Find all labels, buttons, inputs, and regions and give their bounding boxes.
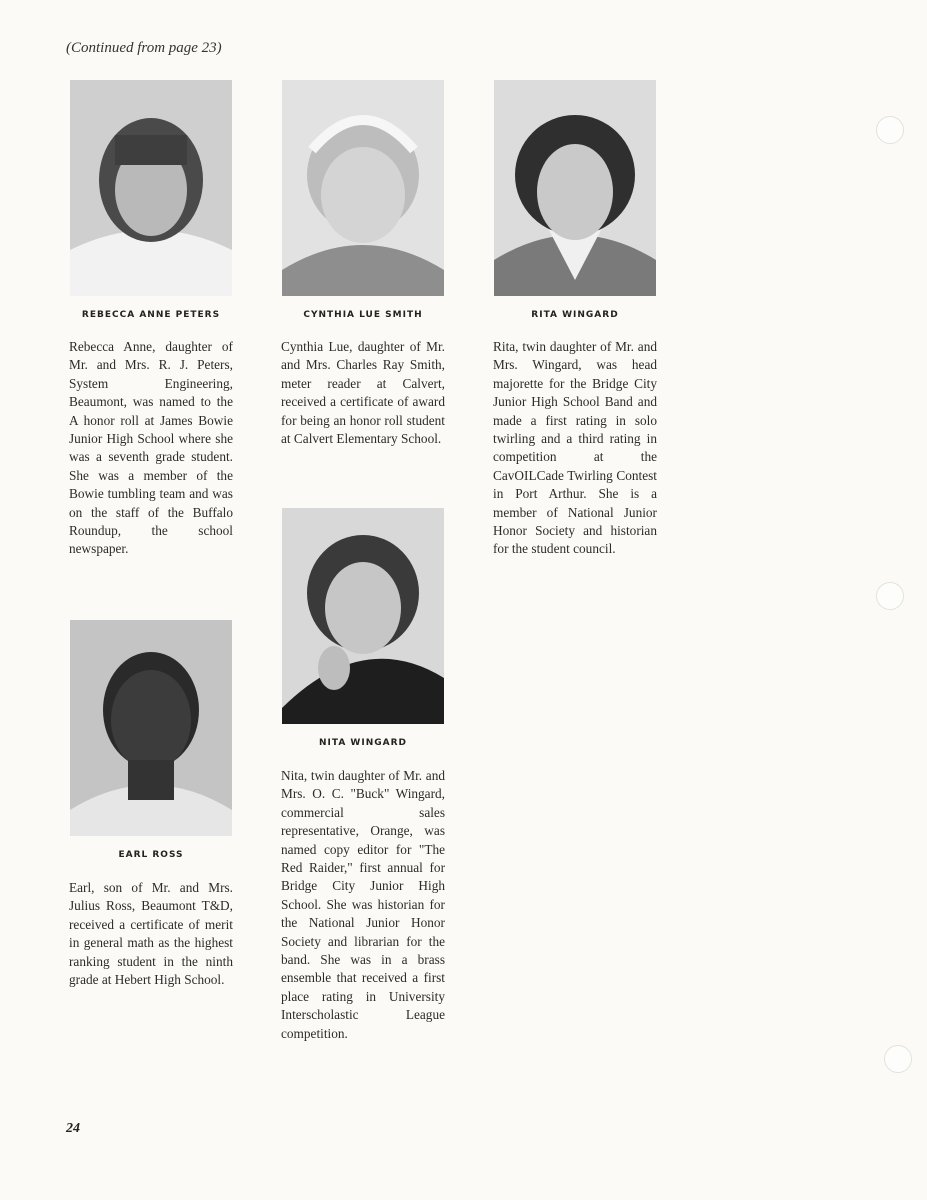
student-name: RITA WINGARD <box>531 310 619 320</box>
portrait-photo-nita <box>282 508 444 724</box>
student-bio: Nita, twin daughter of Mr. and Mrs. O. C. "Buck" Wingard, commercial sales representative, Orange, was named copy editor for "The Red Raider," first annual for Bridge City Junior High School. She was historian for the National Junior Honor Society and librarian for the band. She was in a brass ensemble that received a first place rating in University Interscholastic League competition. <box>281 768 445 1041</box>
student-name: CYNTHIA LUE SMITH <box>303 310 423 320</box>
student-bio: Cynthia Lue, daughter of Mr. and Mrs. Charles Ray Smith, meter reader at Calvert, received a certificate of award for being an honor roll student at Calvert Elementary School. <box>281 339 445 447</box>
student-name: EARL ROSS <box>118 850 184 860</box>
portrait-photo-earl <box>70 620 232 836</box>
student-bio: Earl, son of Mr. and Mrs. Julius Ross, Beaumont T&D, received a certificate of merit in general math as the highest ranking student in the ninth grade at Hebert High School. <box>69 880 233 988</box>
student-name: NITA WINGARD <box>319 738 407 748</box>
punch-hole <box>876 582 904 610</box>
portrait-photo-rebecca <box>70 80 232 296</box>
portrait-photo-cynthia <box>282 80 444 296</box>
punch-hole <box>884 1045 912 1073</box>
page-number: 24 <box>66 1121 80 1136</box>
punch-hole <box>876 116 904 144</box>
student-bio: Rita, twin daughter of Mr. and Mrs. Wingard, was head majorette for the Bridge City Junior High School Band and made a first rating in solo twirling and a third rating in competition at the CavOILCade Twirling Contest in Port Arthur. She is a member of National Junior Honor Society and historian for the student council. <box>493 339 657 557</box>
student-bio: Rebecca Anne, daughter of Mr. and Mrs. R. J. Peters, System Engineering, Beaumont, was named to the A honor roll at James Bowie Junior High School where she was a seventh grade student. She was a member of the Bowie tumbling team and was on the staff of the Buffalo Roundup, the school newspaper. <box>69 339 233 557</box>
portrait-photo-rita <box>494 80 656 296</box>
student-name: REBECCA ANNE PETERS <box>81 310 221 320</box>
continued-note: (Continued from page 23) <box>66 40 222 56</box>
